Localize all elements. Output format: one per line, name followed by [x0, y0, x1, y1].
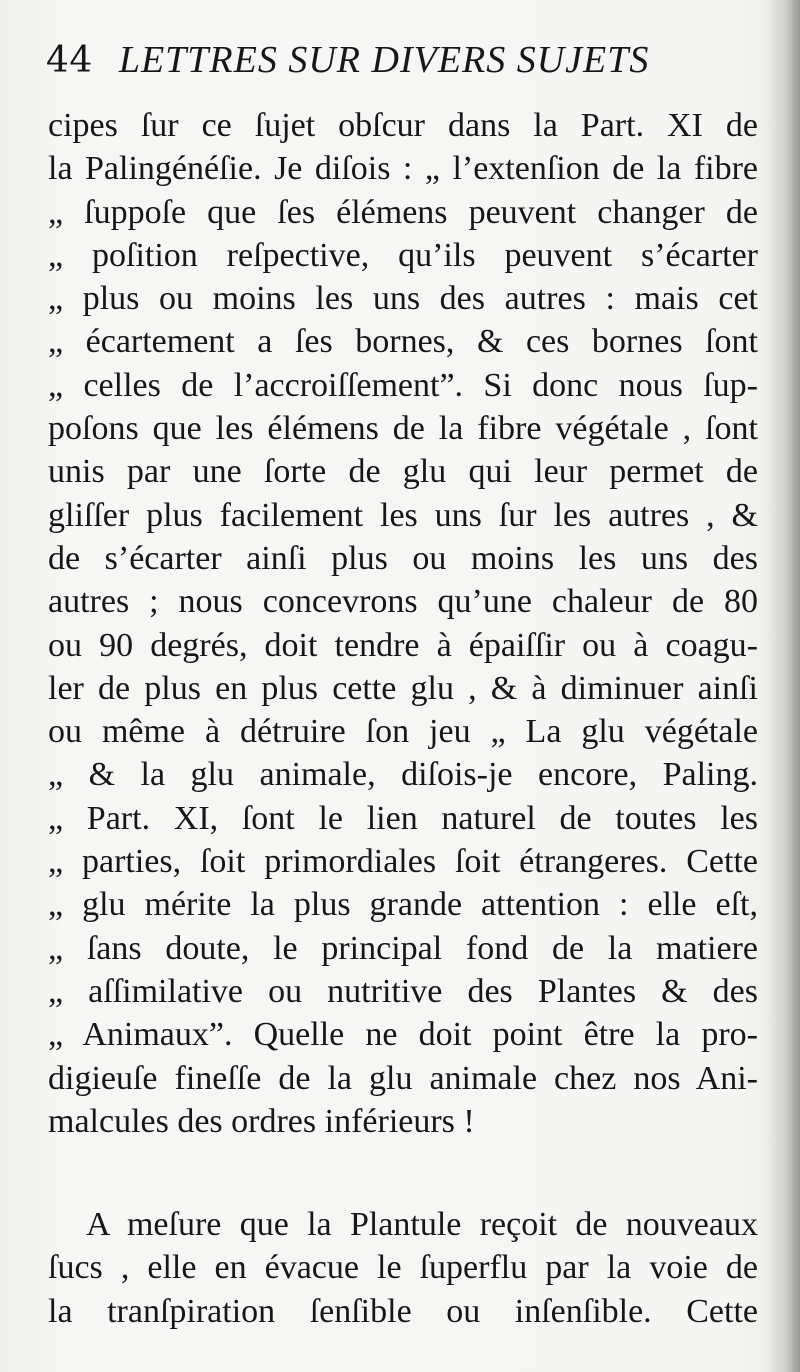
paragraph-gap [48, 1143, 758, 1203]
body-text [48, 104, 758, 1333]
text-line: „ ſans doute, le principal fond de la matiere [48, 929, 758, 967]
text-line: „ & la glu animale, diſois-je encore, Paling. [48, 756, 758, 794]
text-line: gliſſer plus facilement les uns ſur les autres , & [48, 496, 758, 534]
text-line: la Palingénéſie. Je diſois : „ l’extenſion de la fibre [48, 150, 758, 188]
text-line: autres ; nous concevrons qu’une chaleur de 80 [48, 583, 758, 621]
text-line: „ parties, ſoit primordiales ſoit étrangeres. Cette [48, 843, 758, 881]
page-number: 44 [46, 40, 93, 81]
text-line: „ écartement a ſes bornes, & ces bornes ſont [48, 323, 758, 361]
text-line: la tranſpiration ſenſible ou inſenſible. Cette [48, 1292, 758, 1330]
text-line: „ ſuppoſe que ſes élémens peuvent changer de [48, 193, 758, 231]
text-line: unis par une ſorte de glu qui leur permet de [48, 453, 758, 491]
text-line: „ plus ou moins les uns des autres : mais cet [48, 280, 758, 318]
text-line: poſons que les élémens de la fibre végétale , ſont [48, 410, 758, 448]
text-line: A meſure que la Plantule reçoit de nouveaux [86, 1206, 758, 1244]
text-line: cipes ſur ce ſujet obſcur dans la Part. XI de [48, 107, 758, 144]
text-line: ou 90 degrés, doit tendre à épaiſſir ou à coagu- [48, 626, 758, 664]
text-line: „ glu mérite la plus grande attention : elle eſt, [48, 886, 758, 924]
text-line: „ poſition reſpective, qu’ils peuvent s’écarter [48, 236, 758, 274]
text-line: „ aſſimilative ou nutritive des Plantes & des [48, 972, 758, 1010]
paragraph [48, 104, 758, 1143]
page-edge-shadow [766, 0, 800, 1372]
text-line: malcules des ordres inférieurs ! [48, 1102, 475, 1140]
text-line: ou même à détruire ſon jeu „ La glu végétale [48, 713, 758, 751]
text-line: ſucs , elle en évacue le ſuperflu par la voie de [48, 1249, 758, 1287]
running-title: LETTRES SUR DIVERS SUJETS [118, 39, 650, 81]
text-line: digieuſe fineſſe de la glu animale chez nos Ani- [48, 1059, 758, 1097]
paragraph [48, 1203, 758, 1333]
text-line: „ Part. XI, ſont le lien naturel de toutes les [48, 799, 758, 837]
text-line: „ celles de l’accroiſſement”. Si donc nous ſup- [48, 366, 758, 404]
text-line: „ Animaux”. Quelle ne doit point être la pro- [48, 1016, 758, 1054]
text-line: ler de plus en plus cette glu , & à diminuer ainſi [48, 669, 758, 707]
text-line: de s’écarter ainſi plus ou moins les uns des [48, 539, 758, 577]
page-header [46, 38, 726, 98]
